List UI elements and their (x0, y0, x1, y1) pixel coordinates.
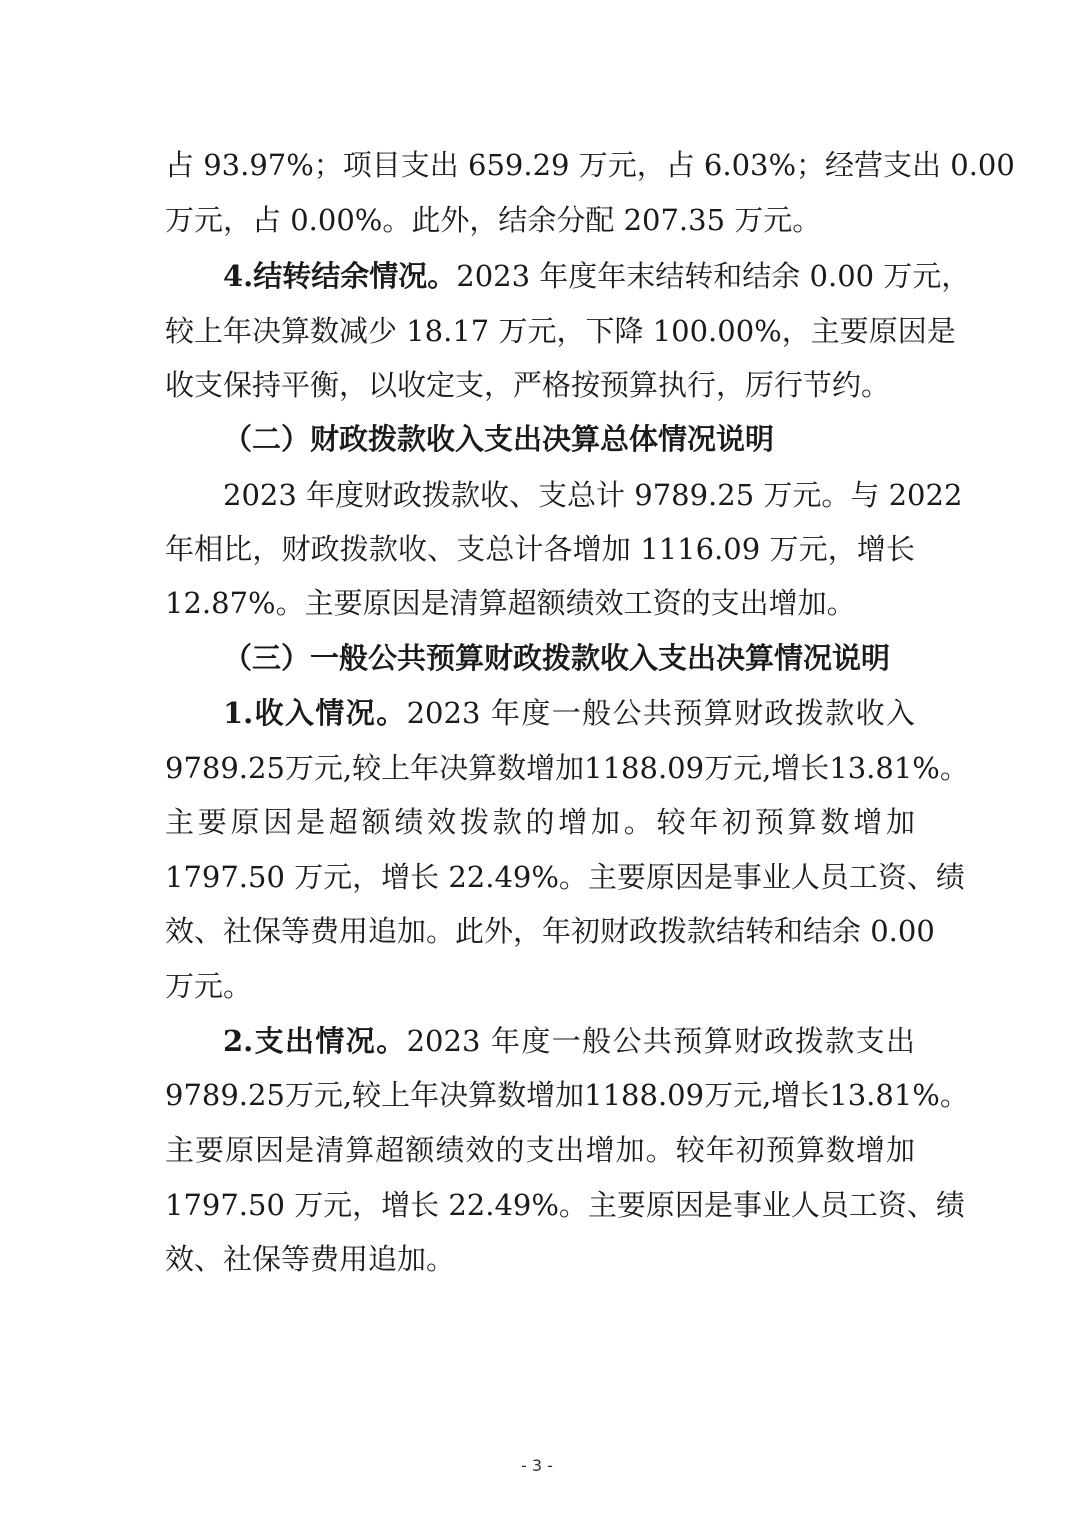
subsection-paragraph-start: 2.支出情况。2023 年度一般公共预算财政拨款支出 (223, 1024, 915, 1058)
body-line: 1797.50 万元，增长 22.49%。主要原因是事业人员工资、绩 (165, 1188, 965, 1222)
body-line: 9789.25万元,较上年决算数增加1188.09万元,增长13.81%。 (165, 1078, 969, 1112)
subsection-paragraph-start: 1.收入情况。2023 年度一般公共预算财政拨款收入 (223, 696, 915, 730)
subsection-lead: 4.结转结余情况。 (223, 259, 457, 293)
body-line: 收支保持平衡，以收定支，严格按预算执行，厉行节约。 (165, 368, 891, 402)
body-line: 效、社保等费用追加。此外，年初财政拨款结转和结余 0.00 (165, 914, 935, 948)
subsection-paragraph-start: 4.结转结余情况。2023 年度年末结转和结余 0.00 万元， (223, 259, 971, 293)
body-line: 万元，占 0.00%。此外，结余分配 207.35 万元。 (165, 203, 822, 237)
page-number: - 3 - (521, 1456, 553, 1475)
section-heading: （二）财政拨款收入支出决算总体情况说明 (223, 422, 775, 456)
body-line: 主要原因是清算超额绩效的支出增加。较年初预算数增加 (165, 1133, 915, 1167)
body-line: 12.87%。主要原因是清算超额绩效工资的支出增加。 (165, 586, 856, 620)
body-line: 占 93.97%；项目支出 659.29 万元，占 6.03%；经营支出 0.00 (165, 148, 1015, 182)
body-line: 效、社保等费用追加。 (165, 1242, 456, 1276)
body-line: 9789.25万元,较上年决算数增加1188.09万元,增长13.81%。 (165, 751, 969, 785)
body-line: 2023 年度财政拨款收、支总计 9789.25 万元。与 2022 (223, 478, 963, 512)
section-heading: （三）一般公共预算财政拨款收入支出决算情况说明 (223, 641, 891, 675)
body-line: 万元。 (165, 969, 253, 1003)
body-line: 年相比，财政拨款收、支总计各增加 1116.09 万元，增长 (165, 532, 915, 566)
body-line: 较上年决算数减少 18.17 万元，下降 100.00%，主要原因是 (165, 314, 956, 348)
subsection-lead: 2.支出情况。 (223, 1024, 407, 1058)
body-line: 主要原因是超额绩效拨款的增加。较年初预算数增加 (165, 805, 915, 839)
body-line: 1797.50 万元，增长 22.49%。主要原因是事业人员工资、绩 (165, 860, 965, 894)
subsection-lead: 1.收入情况。 (223, 696, 407, 730)
